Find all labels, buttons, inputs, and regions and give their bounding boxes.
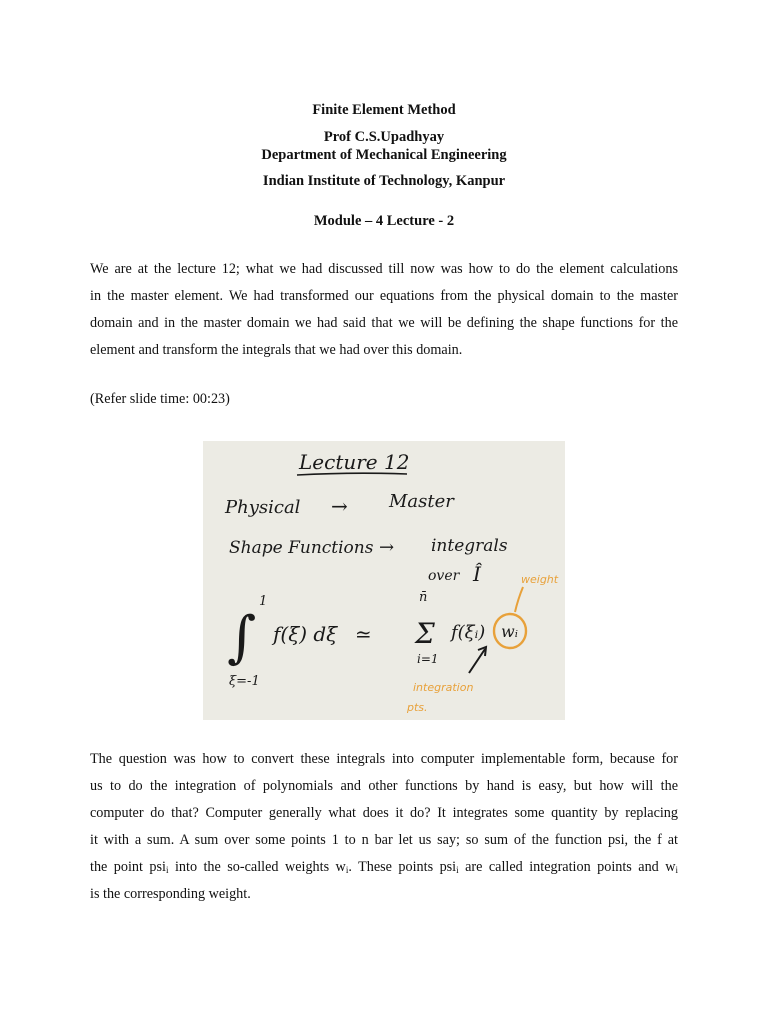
slide-integrals: integrals — [431, 536, 508, 556]
slide-arrow-2: → — [379, 537, 395, 558]
body-line — [90, 854, 678, 881]
slide-weight-term: wᵢ — [501, 622, 518, 641]
slide-time-reference: (Refer slide time: 00:23) — [90, 391, 230, 407]
slide-master: Master — [389, 491, 454, 512]
department-name: Department of Mechanical Engineering — [261, 147, 507, 163]
body-paragraph — [90, 746, 678, 908]
slide-approx: ≃ — [355, 622, 372, 646]
slide-sum-term: f(ξᵢ) — [451, 622, 486, 643]
slide-weight-label: weight — [521, 573, 559, 586]
body-line: computer do that? Computer generally what does it do? It integrates some quantity by replacing — [90, 805, 678, 821]
subscript: i — [675, 865, 678, 875]
intro-line: element and transform the integrals that we had over this domain. — [90, 342, 463, 358]
course-title: Finite Element Method — [312, 102, 456, 118]
slide-title: Lecture 12 — [299, 450, 410, 474]
slide-sum-upper: n̄ — [419, 590, 428, 605]
body-line: The question was how to convert these integrals into computer implementable form, because for — [90, 751, 678, 767]
slide-lower-limit: ξ=-1 — [229, 674, 260, 689]
subscript: i — [165, 865, 169, 875]
intro-paragraph — [90, 256, 678, 364]
slide-integrand: f(ξ) dξ — [273, 622, 338, 646]
intro-line: in the master element. We had transformed our equations from the physical domain to the master — [90, 288, 678, 304]
slide-shape-functions: Shape Functions — [229, 538, 374, 558]
slide-sum-lower: i=1 — [417, 652, 439, 666]
weight-pointer — [515, 587, 523, 612]
lecture-slide-image — [203, 441, 565, 720]
institute-name: Indian Institute of Technology, Kanpur — [262, 173, 506, 189]
subscript: i — [456, 865, 459, 875]
slide-upper-limit: 1 — [259, 594, 268, 609]
slide-over: over — [428, 568, 460, 584]
text-run: into the so-called weights w — [168, 859, 346, 875]
slide-xi-hat: Î — [473, 562, 481, 586]
subscript: i — [345, 865, 349, 875]
text-run: . These points psi — [348, 859, 457, 875]
slide-sum-sign: Σ — [415, 617, 435, 650]
body-line: it with a sum. A sum over some points 1 to n bar let us say; so sum of the function psi, the f at — [90, 832, 678, 848]
professor-name: Prof C.S.Upadhyay — [323, 129, 445, 145]
body-line: us to do the integration of polynomials and other functions by hand is easy, but how will the — [90, 778, 678, 794]
slide-integral-sign: ∫ — [227, 605, 257, 670]
slide-arrow-1: → — [331, 494, 348, 518]
intro-line: We are at the lecture 12; what we had discussed till now was how to do the element calculations — [90, 261, 678, 277]
slide-drawing — [203, 441, 565, 720]
body-line: is the corresponding weight. — [90, 886, 251, 902]
intro-line: domain and in the master domain we had said that we will be defining the shape functions for the — [90, 315, 678, 331]
slide-pts-label: pts. — [407, 701, 428, 714]
text-run: are called integration points and w — [458, 859, 676, 875]
integration-pts-arrow — [469, 649, 485, 673]
title-underline — [297, 473, 407, 475]
slide-integration-label: integration — [413, 681, 474, 694]
text-run: the point psi — [90, 859, 166, 875]
module-lecture: Module – 4 Lecture - 2 — [313, 213, 455, 229]
slide-physical: Physical — [225, 497, 301, 518]
